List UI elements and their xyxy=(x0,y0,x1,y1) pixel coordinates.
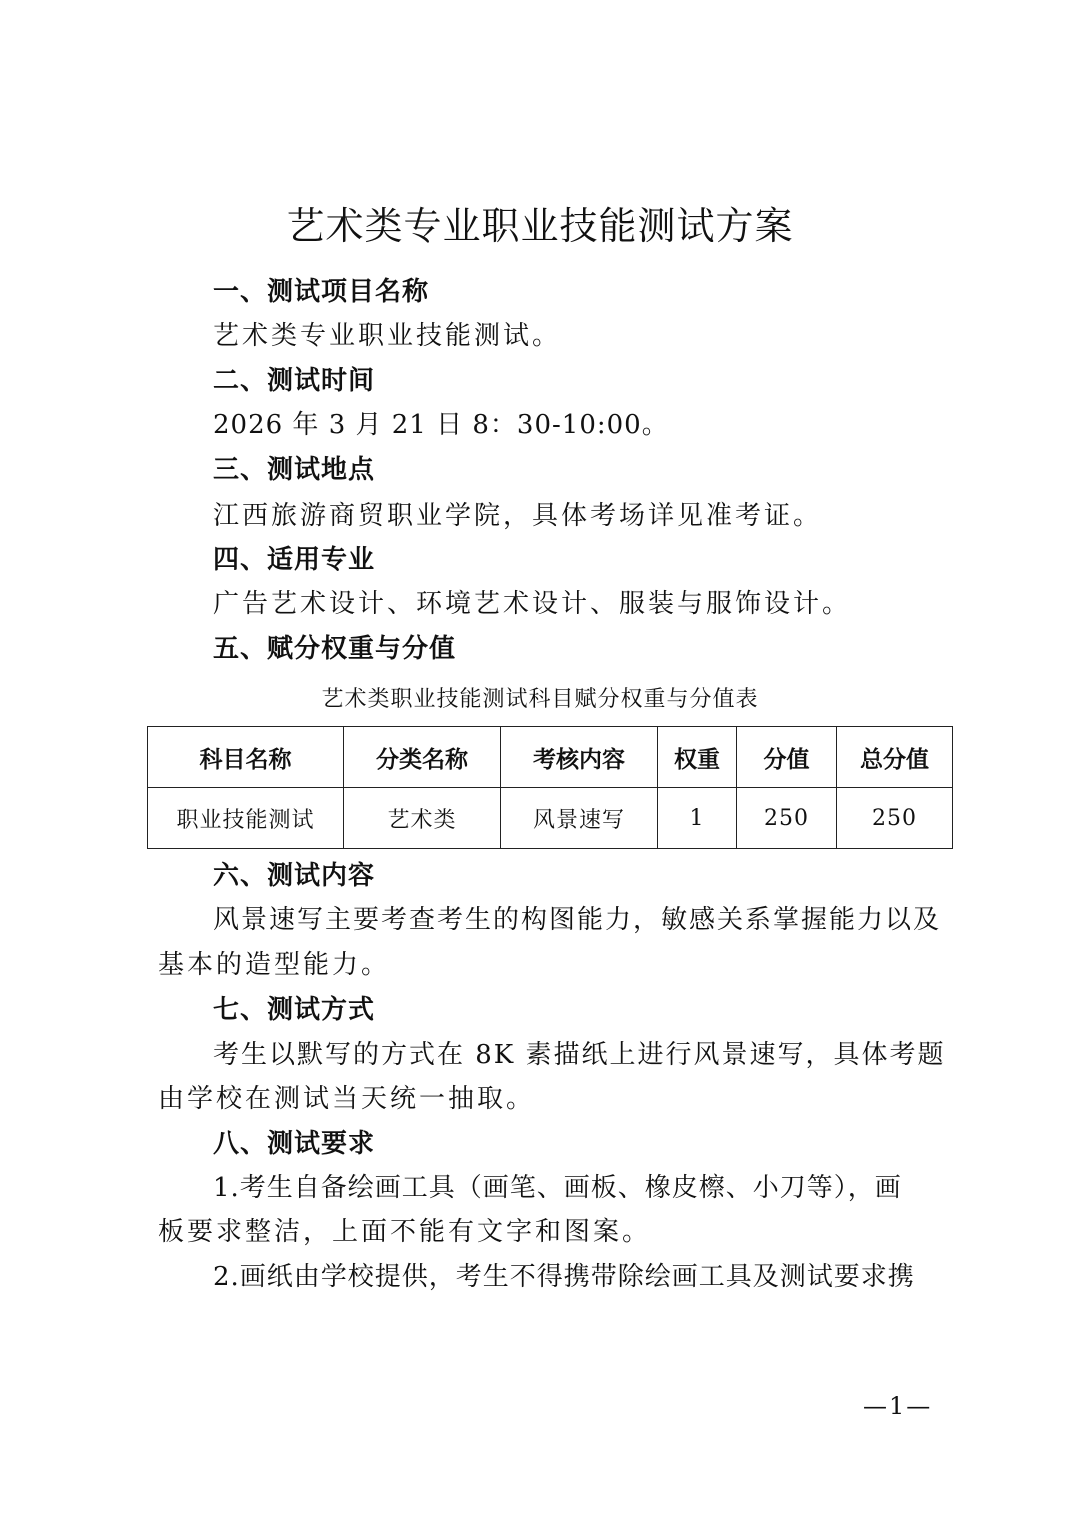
section-1-heading: 一、测试项目名称 xyxy=(213,277,430,307)
section-6-heading: 六、测试内容 xyxy=(213,861,376,891)
table-cell: 250 xyxy=(837,788,953,849)
table-cell: 风景速写 xyxy=(501,788,658,849)
table-caption: 艺术类职业技能测试科目赋分权重与分值表 xyxy=(321,687,759,712)
section-3-text: 江西旅游商贸职业学院，具体考场详见准考证。 xyxy=(213,501,823,531)
table-cell: 1 xyxy=(658,788,737,849)
table-header-cell: 考核内容 xyxy=(501,727,658,788)
section-7-text-line-2: 由学校在测试当天统一抽取。 xyxy=(158,1084,536,1114)
page-number: —1— xyxy=(863,1392,933,1420)
section-5-heading: 五、赋分权重与分值 xyxy=(213,634,457,664)
table-cell: 艺术类 xyxy=(344,788,501,849)
section-4-text: 广告艺术设计、环境艺术设计、服装与服饰设计。 xyxy=(213,589,852,619)
table-header-cell: 总分值 xyxy=(837,727,953,788)
section-6-text-line-1: 风景速写主要考查考生的构图能力，敏感关系掌握能力以及 xyxy=(213,905,942,935)
section-7-heading: 七、测试方式 xyxy=(213,995,376,1025)
table-header-cell: 科目名称 xyxy=(148,727,344,788)
section-3-heading: 三、测试地点 xyxy=(213,455,376,485)
section-2-text: 2026 年 3 月 21 日 8：30-10:00。 xyxy=(213,410,669,440)
table-header-cell: 权重 xyxy=(658,727,737,788)
table-cell: 250 xyxy=(737,788,837,849)
document-title: 艺术类专业职业技能测试方案 xyxy=(286,204,794,248)
table-row xyxy=(148,788,953,849)
section-8-text-line-2: 板要求整洁，上面不能有文字和图案。 xyxy=(158,1217,652,1247)
section-8-heading: 八、测试要求 xyxy=(213,1129,376,1159)
table-header-cell: 分值 xyxy=(737,727,837,788)
section-7-text-line-1: 考生以默写的方式在 8K 素描纸上进行风景速写，具体考题 xyxy=(213,1040,946,1070)
section-8-text-line-1: 1.考生自备绘画工具（画笔、画板、橡皮檫、小刀等），画 xyxy=(213,1173,902,1203)
table-header-cell: 分类名称 xyxy=(344,727,501,788)
table-header-row xyxy=(148,727,953,788)
section-2-heading: 二、测试时间 xyxy=(213,366,376,396)
section-1-text: 艺术类专业职业技能测试。 xyxy=(213,321,562,351)
section-8-text-line-3: 2.画纸由学校提供，考生不得携带除绘画工具及测试要求携 xyxy=(213,1262,915,1292)
score-weight-table xyxy=(147,726,953,849)
section-4-heading: 四、适用专业 xyxy=(213,545,376,575)
table-cell: 职业技能测试 xyxy=(148,788,344,849)
section-6-text-line-2: 基本的造型能力。 xyxy=(158,950,391,980)
